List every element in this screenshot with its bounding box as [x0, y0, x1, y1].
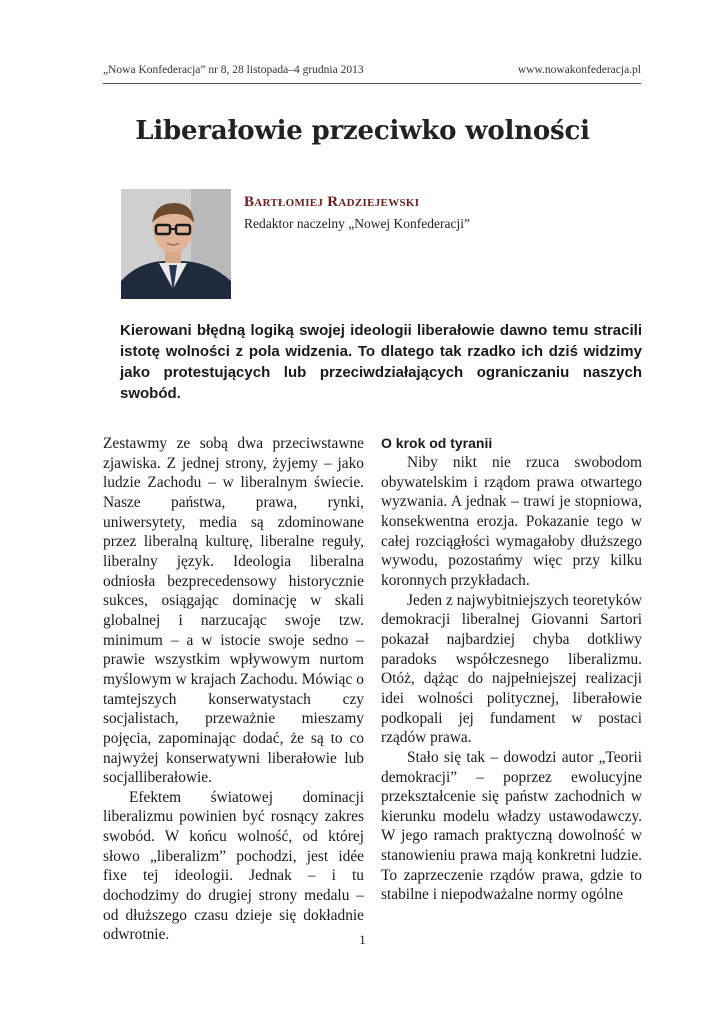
- paragraph: Niby nikt nie rzuca swobodom obywatelskim i rządom prawa otwartego wyzwania. A jednak – trawi je stopniowa, konsekwentna erozja. Pokazanie tego w całej rozciągłości wymagałoby dłuższego wywodu, pozostańmy więc przy kilku koronnych przykładach.: [381, 454, 642, 589]
- article-lead: Kierowani błędną logiką swojej ideologii liberałowie dawno temu stracili istotę wolności z pola widzenia. To dlatego tak rzadko ich dziś widzimy jako protestujących lub przeciwdziałających ograniczaniu naszych swobód.: [120, 322, 642, 402]
- paragraph: Stało się tak – dowodzi autor „Teorii demokracji” – poprzez ewolucyjne przekształcenie się państw zachodnich w kierunku modelu władzy ustawodawczy. W jego ramach praktyczną dowolność w stanowieniu prawa mają konkretni ludzie. To zaprzeczenie rządów prawa, gdzie to stabilne i niepodważalne normy ogólne: [381, 748, 642, 904]
- website-link[interactable]: www.nowakonfederacja.pl: [517, 64, 641, 76]
- article-title: Liberałowie przeciwko wolności: [135, 116, 590, 146]
- author-name: Bartłomiej Radziejewski: [244, 194, 420, 210]
- right-column: [381, 434, 642, 905]
- paragraph: Efektem światowej dominacji liberalizmu powinien być rosnący zakres swobód. W końcu wolność, od której słowo „liberalizm” pochodzi, jest idée fixe tej ideologii. Jednak – i tu dochodzimy do drugiej strony medalu – od dłuższego czasu dzieje się dokładnie odwrotnie.: [103, 788, 364, 944]
- page-number: 1: [359, 932, 366, 947]
- header-divider: [103, 83, 641, 84]
- author-role: Redaktor naczelny „Nowej Konfederacji”: [244, 216, 471, 231]
- paragraph: Jeden z najwybitniejszych teoretyków demokracji liberalnej Giovanni Sartori pokazał najbardziej chyba dotkliwy paradoks współczesnego liberalizmu. Otóż, dążąc do najpełniejszej realizacji idei wolności politycznej, liberałowie podkopali jej fundament w postaci rządów prawa.: [381, 591, 642, 747]
- section-subheading: O krok od tyranii: [381, 435, 493, 451]
- author-photo: [121, 189, 231, 299]
- paragraph: Zestawmy ze sobą dwa przeciwstawne zjawiska. Z jednej strony, żyjemy – jako ludzie Zachodu – w liberalnym świecie. Nasze państwa, prawa, rynki, uniwersytety, media są zdominowane przez liberalną kulturę, liberalne reguły, liberalny język. Ideologia liberalna odniosła bezprecedensowy historycznie sukces, osiągając dominację w skali globalnej i narzucając swoje tzw. minimum – a w istocie swoje sedno – prawie wszystkim wpływowym nurtom myślowym w krajach Zachodu. Mówiąc o tamtejszych konserwatystach czy socjalistach, przeważnie mieszamy pojęcia, zapominając dodać, że są to co najwyżej konserwatywni liberałowie lub socjalliberałowie.: [103, 435, 364, 787]
- publication-info: „Nowa Konfederacja” nr 8, 28 listopada–4 grudnia 2013: [103, 64, 364, 76]
- left-column: [103, 434, 364, 945]
